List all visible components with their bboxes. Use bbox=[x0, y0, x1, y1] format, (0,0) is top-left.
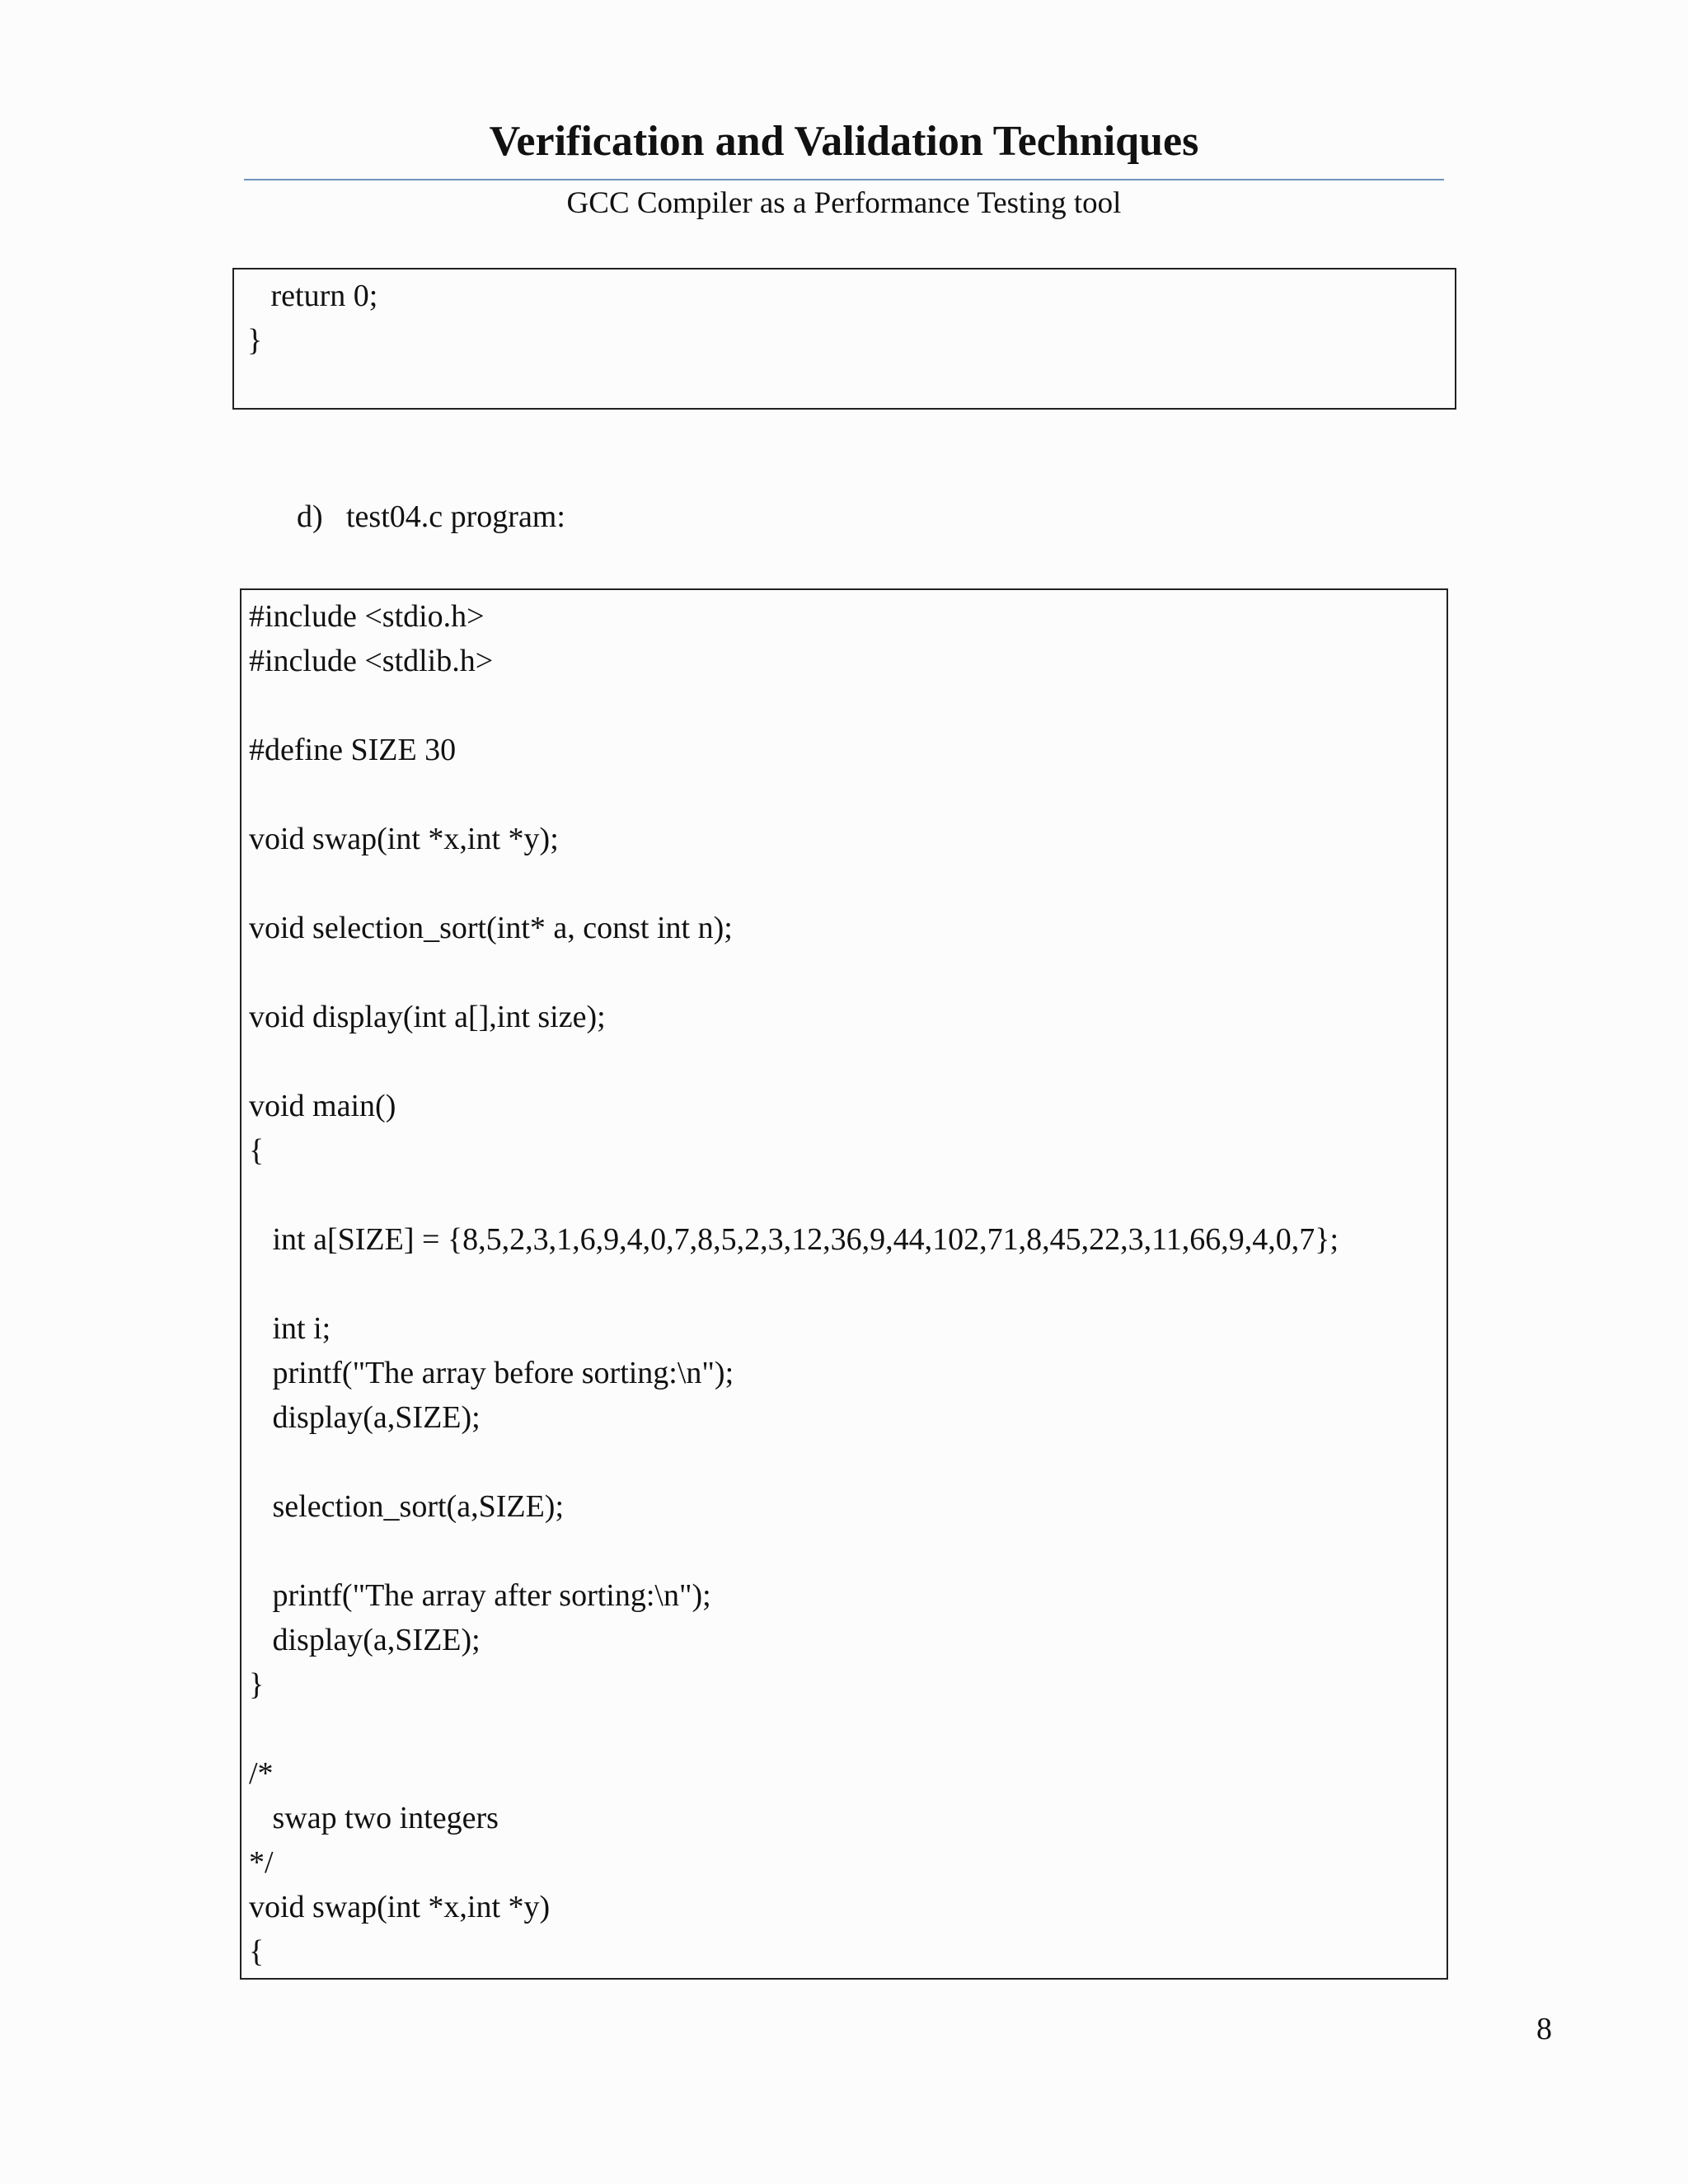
title-divider bbox=[244, 179, 1444, 180]
document-title: Verification and Validation Techniques bbox=[489, 118, 1199, 165]
section-marker: d) bbox=[297, 499, 323, 534]
page-number: 8 bbox=[1536, 2012, 1552, 2046]
document-subtitle: GCC Compiler as a Performance Testing tool bbox=[566, 186, 1122, 220]
section-label: test04.c program: bbox=[346, 499, 565, 534]
section-heading bbox=[297, 494, 565, 539]
code-block-main bbox=[240, 588, 1448, 1980]
code-block-main-text: #include <stdio.h> #include <stdlib.h> #define SIZE 30 void swap(int *x,int *y); void selection_sort(int* a, const int n); void display(int a[],int size); void main() { int a[SIZE] = {8,5,2,3,1,6,9,4,0,7,8,5,2,3,12,36,9,44,102,71,8,45,22,3,11,66,9,4,0,7}; int i; printf("The array before sorting:\n"); display(a,SIZE); selection_sort(a,SIZE); printf("The array after sorting:\n"); display(a,SIZE); } /* swap two integers */ void swap(int *x,int *y) { bbox=[249, 599, 1339, 1969]
code-block-top bbox=[232, 268, 1456, 410]
code-block-top-text: return 0; } bbox=[247, 279, 378, 358]
